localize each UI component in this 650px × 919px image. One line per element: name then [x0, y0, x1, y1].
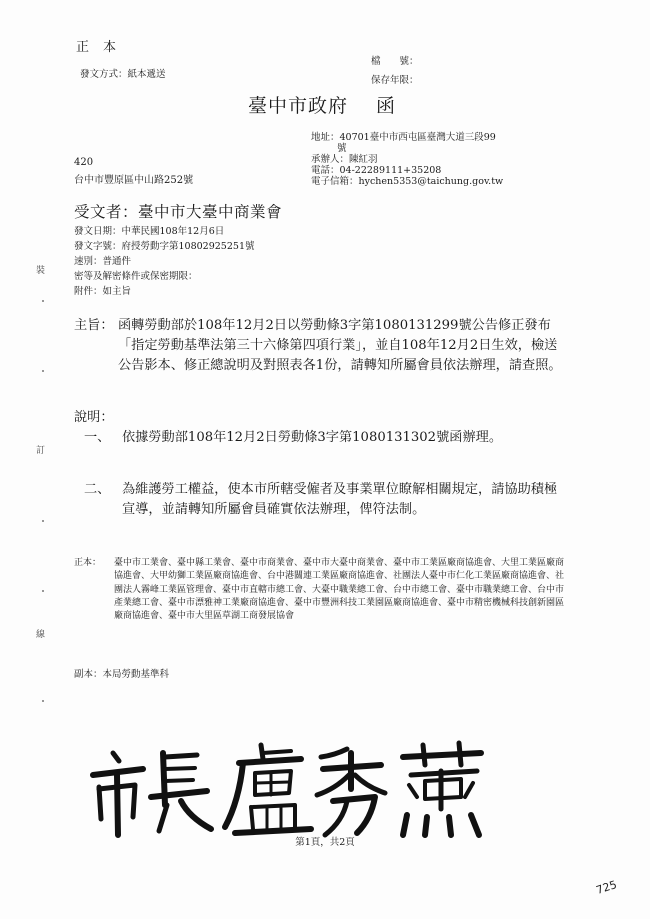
subject-label: 主旨：: [74, 318, 114, 333]
explanation-item-number: 一、: [84, 430, 111, 445]
binding-dot: [42, 370, 44, 372]
mayor-signature: [85, 735, 505, 845]
binding-dot: [42, 300, 44, 302]
copy-type-label: 正本: [76, 40, 131, 55]
distribution-list: 臺中市工業會、臺中縣工業會、臺中市商業會、臺中市大臺中商業會、臺中市工業區廠商協進會、大里工業區廠商協進會、大甲幼獅工業區廠商協進會、台中港關連工業區廠商協進會、社團法人臺中市仁化工業區廠商協進會、社團法人霧峰工業區管理會、臺中市直轄市總工會、大臺中職業總工會、台中市總工會、臺中市職業總工會、台中市產業總工會、臺中市漂雅神工業廠商協進會、臺中市豐洲科技工業園區廠商協進會、臺中市精密機械科技創新園區廠商協進會、臺中市大里區草湖工商發展協會: [114, 558, 565, 622]
contact-email: 電子信箱：hychen5353@taichung.gov.tw: [311, 176, 504, 187]
explanation-item-text: 為維護勞工權益，使本市所轄受僱者及事業單位瞭解相關規定，請協助積極宣導，並請轉知所屬會員確實依法辦理，俾符法制。: [122, 482, 558, 517]
contact-phone: 電話：04-22289111+35208: [311, 165, 442, 176]
binding-dot: [42, 700, 44, 702]
secrecy-level: 密等及解密條件或保密期限：: [74, 271, 198, 282]
letter-title: [248, 91, 396, 118]
recipient-postcode: 420: [74, 157, 94, 168]
distribution-section: [74, 557, 564, 623]
explanation-item: [84, 480, 564, 520]
document-meta: [74, 224, 255, 299]
document-type: 函: [376, 95, 397, 117]
issuing-organization: 臺中市政府: [248, 95, 349, 117]
explanation-item: [84, 428, 564, 448]
page-number: 第1頁，共2頁: [295, 837, 355, 848]
issue-date: 發文日期：中華民國108年12月6日: [74, 226, 225, 237]
document-number: 發文字號：府授勞動字第10802925251號: [74, 241, 255, 252]
delivery-speed: 速別：普通件: [74, 256, 132, 267]
explanation-item-number: 二、: [84, 482, 111, 497]
binding-mark: 裝: [36, 266, 46, 276]
subject-text: 函轉勞動部於108年12月2日以勞動條3字第1080131299號公告修正發布「指定勞動基準法第三十六條第四項行業」，並自108年12月2日生效，檢送公告影本、修正總說明及對照表各1份，請轉知所屬會員依法辦理，請查照。: [118, 318, 562, 373]
binding-mark: 線: [36, 630, 46, 640]
binding-mark: 訂: [36, 446, 46, 456]
attachment-note: 附件：如主旨: [74, 286, 132, 297]
recipient-street-address: 台中市豐原區中山路252號: [74, 175, 194, 186]
subject-section: [74, 316, 564, 376]
contact-handler: 承辦人：陳紅羽: [311, 154, 378, 165]
explanation-item-text: 依據勞動部108年12月2日勞動條3字第1080131302號函辦理。: [122, 430, 503, 445]
binding-dot: [42, 520, 44, 522]
send-method: 發文方式：紙本遞送: [80, 69, 166, 80]
retention-label: 保存年限：: [371, 75, 419, 86]
distribution-label: 正本：: [74, 558, 102, 568]
contact-block: [311, 132, 503, 187]
handwritten-page-mark: 725: [594, 878, 619, 897]
contact-address-line1: 地址：40701臺中市西屯區臺灣大道三段99: [311, 132, 496, 143]
explanation-label: 說明：: [74, 410, 114, 425]
file-number-label: 檔 號：: [371, 56, 419, 67]
binding-dot: [42, 590, 44, 592]
contact-address-line2: 號: [337, 143, 347, 154]
recipient-line: 受文者：臺中市大臺中商業會: [74, 203, 283, 221]
carbon-copy-line: 副本：本局勞動基準科: [74, 669, 170, 680]
